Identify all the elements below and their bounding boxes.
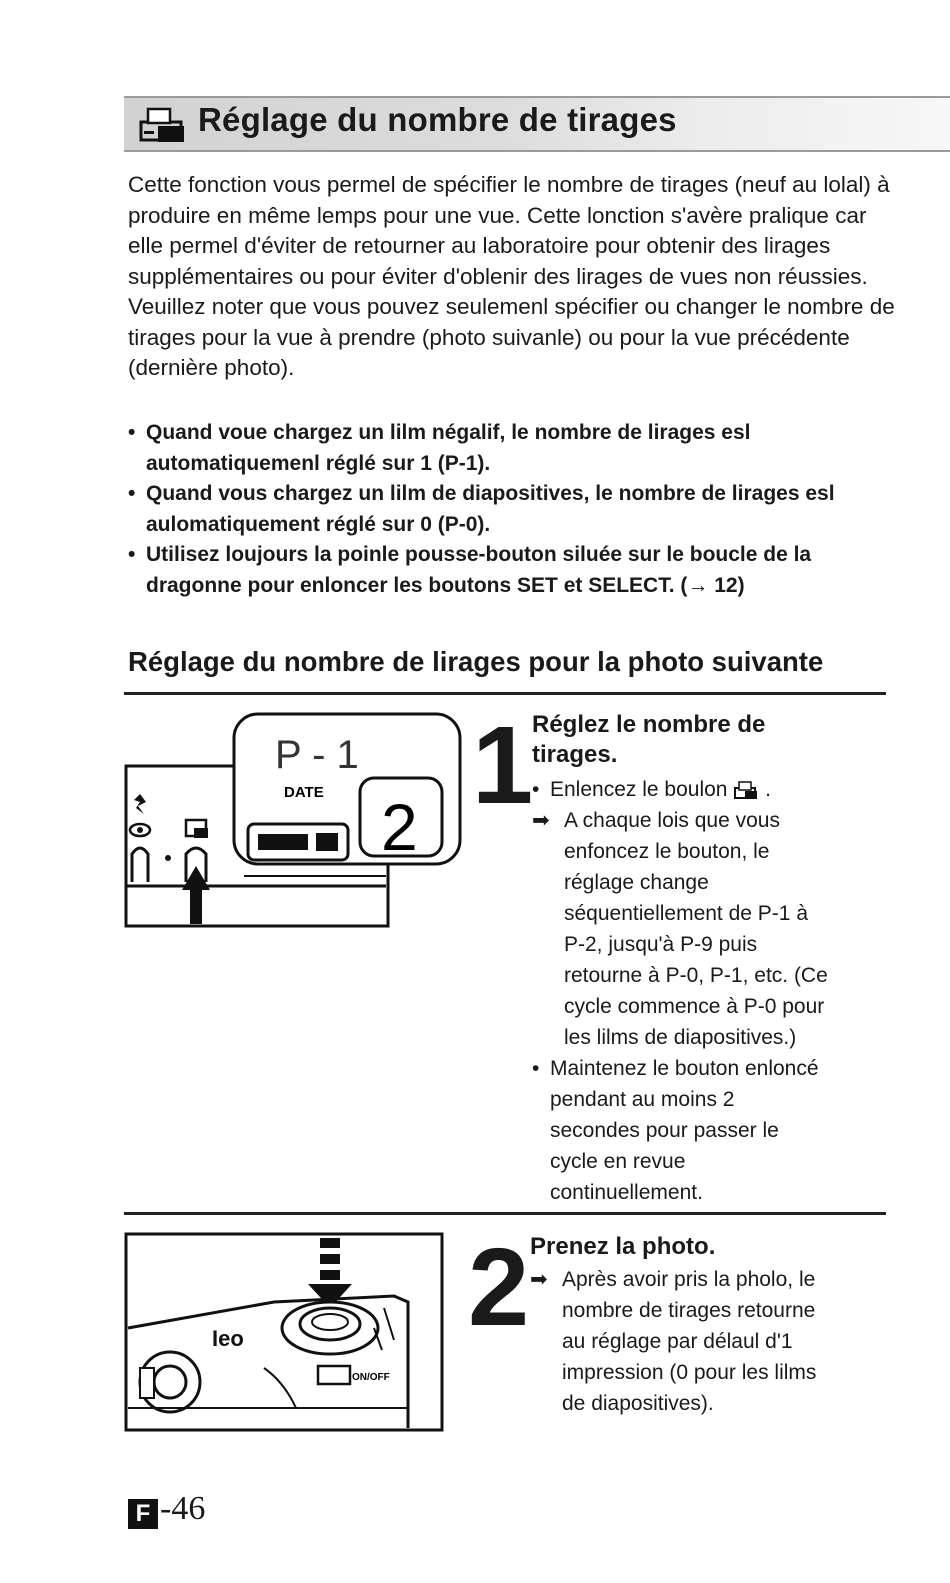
- print-button-icon: [733, 780, 759, 800]
- print-icon: [138, 106, 186, 144]
- step-title: Réglez le nombre de tirages.: [532, 711, 766, 768]
- arrow-icon: ➡: [532, 809, 550, 832]
- instruction-result: ➡ Après avoir pris la pholo, le nombre de tirages retourne au réglage par délaul d'1 impression (0 pour les lilms de diapositives).: [530, 1264, 890, 1419]
- step-number: 2: [468, 1226, 530, 1349]
- flash-icon: [134, 794, 146, 814]
- page-title: Réglage du nombre de tirages: [198, 101, 677, 138]
- page-number: F -46: [128, 1490, 205, 1529]
- print-count-digit: 2: [381, 790, 418, 864]
- section-header-banner: [124, 96, 950, 152]
- note-item: • Quand vous chargez un lilm de diapositives, le nombre de lirages esl aulomatiquement réglé sur 0 (P-0).: [128, 479, 898, 540]
- intro-text: [128, 170, 898, 384]
- section-heading: Réglage du nombre de lirages pour la photo suivante: [128, 646, 824, 677]
- intro-paragraph: Veuillez noter que vous pouvez seulemenl spécifier ou changer le nombre de tirages pour la vue à prendre (photo suivanle) ou pour la vue précédente (dernière photo).: [128, 294, 895, 380]
- bullet-marker: •: [128, 543, 136, 566]
- notes-list: [128, 418, 898, 601]
- brand-logo: Ieo: [212, 1326, 244, 1351]
- step-divider: [124, 1212, 886, 1215]
- instruction-item: • Maintenez le bouton enloncé pendant au moins 2 secondes pour passer le cycle en revue continuellement.: [532, 1057, 819, 1204]
- camera-lcd-illustration: [124, 710, 464, 930]
- step-instructions: [530, 1264, 890, 1419]
- arrow-icon: ➡: [530, 1268, 548, 1291]
- on-off-label: ON/OFF: [352, 1372, 390, 1383]
- instruction-item: • Enlencez le boulon .: [532, 778, 771, 801]
- camera-shutter-illustration: [124, 1232, 446, 1432]
- power-button: [318, 1366, 350, 1384]
- note-item: • Utilisez loujours la poinle pousse-bouton siluée sur le boucle de la dragonne pour enloncer les boutons SET et SELECT. (→ 12): [128, 540, 898, 601]
- section-divider: [124, 692, 886, 695]
- step-number: 1: [472, 704, 534, 827]
- intro-paragraph: Cette fonction vous permel de spécifier le nombre de tirages (neuf au lolal) à produire en même lemps pour une vue. Cette lonction s'avère pralique car elle permel d'éviter de retourner au laboratoire pour obtenir des lirages supplémentaires ou pour éviter d'oblenir des lirages de vues non réussies.: [128, 172, 890, 289]
- lcd-display-text: P - 1: [275, 733, 359, 777]
- date-label: DATE: [284, 784, 324, 801]
- bullet-marker: •: [128, 482, 136, 505]
- section-letter-badge: F: [128, 1499, 158, 1529]
- bullet-marker: •: [128, 421, 136, 444]
- step-instructions: [532, 774, 892, 1208]
- step-title: Prenez la photo.: [530, 1233, 716, 1260]
- instruction-result: ➡ A chaque lois que vous enfoncez le bouton, le réglage change séquentiellement de P-1 à P-2, jusqu'à P-9 puis retourne à P-0, P-1, etc. (Ce cycle commence à P-0 pour les lilms de diapositives.): [532, 805, 892, 1053]
- note-item: • Quand voue chargez un lilm négalif, le nombre de lirages esl automatiquemenl réglé sur 1 (P-1).: [128, 418, 898, 479]
